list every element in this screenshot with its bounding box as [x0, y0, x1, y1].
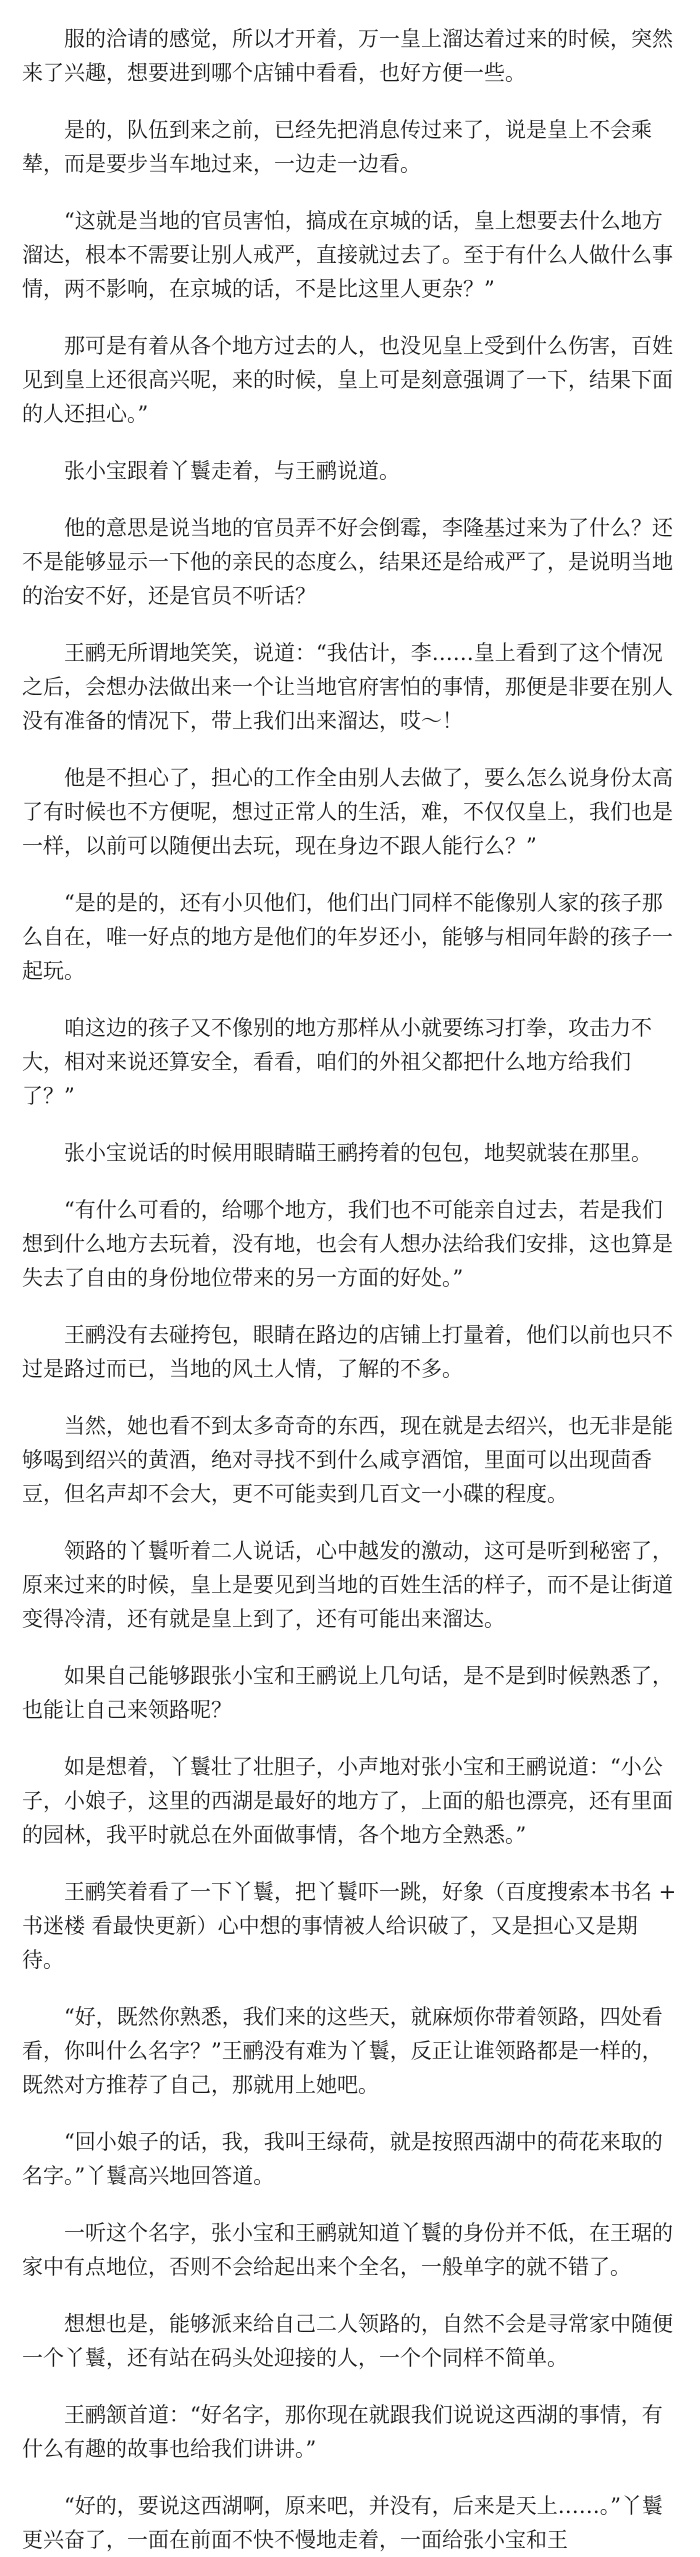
- paragraph: “回小娘子的话，我，我叫王绿荷，就是按照西湖中的荷花来取的名字。”丫鬟高兴地回答道。: [22, 2130, 663, 2188]
- paragraph: “好的，要说这西湖啊，原来吧，并没有，后来是天上……。”丫鬟更兴奋了，一面在前面不快不慢地走着，一面给张小宝和王: [22, 2494, 663, 2552]
- paragraph: 他的意思是说当地的官员弄不好会倒霉，李隆基过来为了什么？还不是能够显示一下他的亲民的态度么，结果还是给戒严了，是说明当地的治安不好，还是官员不听话？: [22, 516, 673, 608]
- paragraph: 领路的丫鬟听着二人说话，心中越发的激动，这可是听到秘密了，原来过来的时候，皇上是要见到当地的百姓生活的样子，而不是让街道变得冷清，还有就是皇上到了，还有可能出来溜达。: [22, 1539, 673, 1631]
- paragraph: 咱这边的孩子又不像别的地方那样从小就要练习打拳，攻击力不大，相对来说还算安全，看看，咱们的外祖父都把什么地方给我们了？”: [22, 1016, 652, 1108]
- paragraph: 如果自己能够跟张小宝和王鹂说上几句话，是不是到时候熟悉了，也能让自己来领路呢？: [22, 1664, 673, 1722]
- paragraph: “有什么可看的，给哪个地方，我们也不可能亲自过去，若是我们想到什么地方去玩着，没有地，也会有人想办法给我们安排，这也算是失去了自由的身份地位带来的另一方面的好处。”: [22, 1198, 673, 1290]
- paragraph: 他是不担心了，担心的工作全由别人去做了，要么怎么说身份太高了有时候也不方便呢，想过正常人的生活，难，不仅仅皇上，我们也是一样，以前可以随便出去玩，现在身边不跟人能行么？”: [22, 766, 673, 858]
- paragraph: 如是想着，丫鬟壮了壮胆子，小声地对张小宝和王鹂说道：“小公子，小娘子，这里的西湖是最好的地方了，上面的船也漂亮，还有里面的园林，我平时就总在外面做事情，各个地方全熟悉。”: [22, 1755, 673, 1847]
- paragraph: “是的是的，还有小贝他们，他们出门同样不能像别人家的孩子那么自在，唯一好点的地方是他们的年岁还小，能够与相同年龄的孩子一起玩。: [22, 891, 673, 983]
- paragraph: 王鹂无所谓地笑笑，说道：“我估计，李……皇上看到了这个情况之后，会想办法做出来一个让当地官府害怕的事情，那便是非要在别人没有准备的情况下，带上我们出来溜达，哎～！: [22, 641, 673, 733]
- paragraph: “好，既然你熟悉，我们来的这些天，就麻烦你带着领路，四处看看，你叫什么名字？”王鹂没有难为丫鬟，反正让谁领路都是一样的，既然对方推荐了自己，那就用上她吧。: [22, 2005, 663, 2097]
- paragraph: 服的洽请的感觉，所以才开着，万一皇上溜达着过来的时候，突然来了兴趣，想要进到哪个店铺中看看，也好方便一些。: [22, 27, 673, 85]
- paragraph: 王鹂没有去碰挎包，眼睛在路边的店铺上打量着，他们以前也只不过是路过而已，当地的风土人情，了解的不多。: [22, 1323, 673, 1381]
- paragraph: 王鹂笑着看了一下丫鬟，把丫鬟吓一跳，好象（百度搜索本书名 + 书迷楼 看最快更新）心中想的事情被人给识破了，又是担心又是期待。: [22, 1880, 677, 1972]
- paragraph: 一听这个名字，张小宝和王鹂就知道丫鬟的身份并不低，在王琚的家中有点地位，否则不会给起出来个全名，一般单字的就不错了。: [22, 2221, 673, 2279]
- paragraph: 是的，队伍到来之前，已经先把消息传过来了，说是皇上不会乘辇，而是要步当车地过来，一边走一边看。: [22, 118, 652, 176]
- paragraph: 当然，她也看不到太多奇奇的东西，现在就是去绍兴，也无非是能够喝到绍兴的黄酒，绝对寻找不到什么咸亨酒馆，里面可以出现茴香豆，但名声却不会大，更不可能卖到几百文一小碟的程度。: [22, 1414, 673, 1506]
- paragraph: 王鹂颔首道：“好名字，那你现在就跟我们说说这西湖的事情，有什么有趣的故事也给我们讲讲。”: [22, 2403, 663, 2461]
- paragraph: 张小宝说话的时候用眼睛瞄王鹂挎着的包包，地契就装在那里。: [64, 1141, 652, 1165]
- paragraph: 张小宝跟着丫鬟走着，与王鹂说道。: [64, 459, 400, 483]
- paragraph: 想想也是，能够派来给自己二人领路的，自然不会是寻常家中随便一个丫鬟，还有站在码头处迎接的人，一个个同样不简单。: [22, 2312, 673, 2370]
- paragraph: 那可是有着从各个地方过去的人，也没见皇上受到什么伤害，百姓见到皇上还很高兴呢，来的时候，皇上可是刻意强调了一下，结果下面的人还担心。”: [22, 334, 673, 426]
- paragraph: “这就是当地的官员害怕，搞成在京城的话，皇上想要去什么地方溜达，根本不需要让别人戒严，直接就过去了。至于有什么人做什么事情，两不影响，在京城的话，不是比这里人更杂？”: [22, 209, 673, 301]
